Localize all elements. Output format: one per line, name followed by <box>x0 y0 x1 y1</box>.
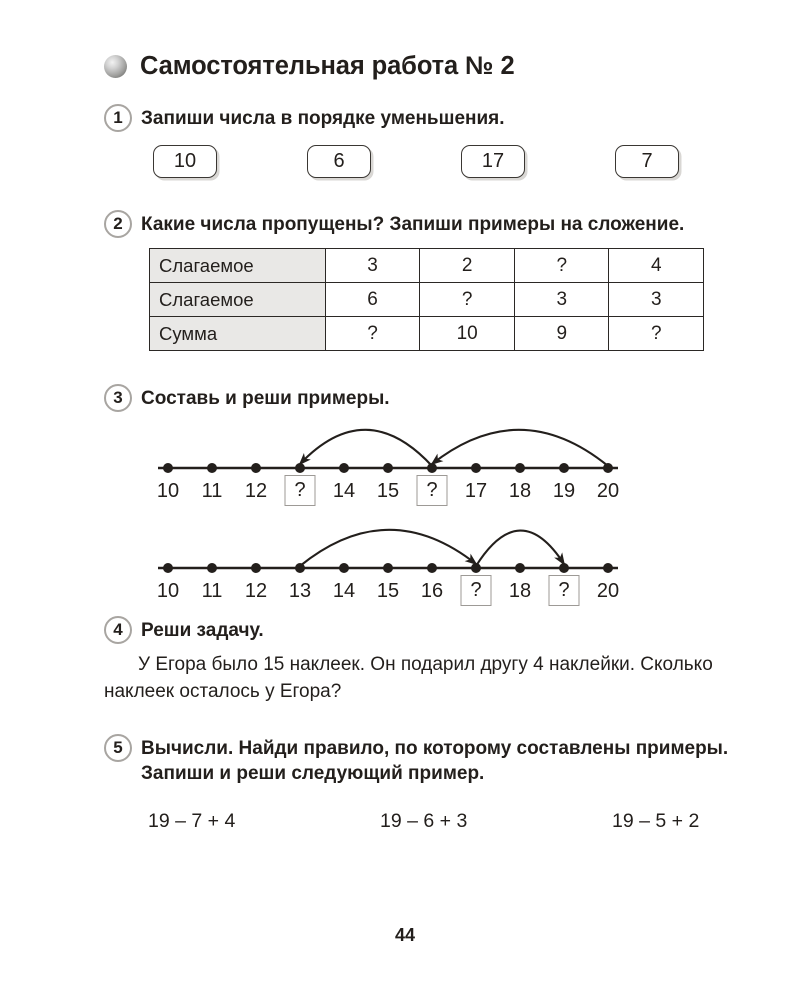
number-line-label: 13 <box>288 580 312 602</box>
number-box[interactable]: 7 <box>615 145 679 178</box>
page-number: 44 <box>394 925 416 945</box>
expression-group <box>148 810 748 840</box>
number-line-dot <box>339 463 349 473</box>
expression: 19 – 6 + 3 <box>380 810 468 832</box>
table-cell[interactable]: 2 <box>420 249 515 283</box>
table-row-label: Сумма <box>150 317 326 351</box>
task-4-title: Реши задачу. <box>141 620 264 641</box>
number-line-label: 16 <box>420 580 444 602</box>
jump-arc <box>476 531 564 566</box>
number-line-dot <box>251 463 261 473</box>
number-box-group <box>153 145 783 185</box>
number-line-dot <box>603 463 613 473</box>
number-line-label: 14 <box>332 580 356 602</box>
number-box[interactable]: 17 <box>461 145 525 178</box>
table-cell[interactable]: ? <box>515 249 609 283</box>
number-line-dot <box>163 463 173 473</box>
number-line-dot <box>427 463 437 473</box>
number-line-dot <box>207 563 217 573</box>
missing-value-box[interactable]: ? <box>285 475 316 506</box>
number-line-label: 20 <box>596 480 620 502</box>
number-line-dot <box>383 563 393 573</box>
task-5-title: Вычисли. Найди правило, по которому составлены примеры. Запиши и реши следующий пример. <box>141 738 729 785</box>
number-line-2 <box>104 520 724 625</box>
jump-arc <box>300 430 432 466</box>
table-cell[interactable]: 3 <box>325 249 419 283</box>
page-title-text: Самостоятельная работа № 2 <box>140 52 515 80</box>
number-line-label: 20 <box>596 580 620 602</box>
table-cell[interactable]: 9 <box>515 317 609 351</box>
number-line-dot <box>251 563 261 573</box>
number-line-dot <box>559 563 569 573</box>
number-line-label: 10 <box>156 580 180 602</box>
number-line-dot <box>163 563 173 573</box>
task-number-badge-4: 4 <box>104 616 132 644</box>
number-line-label: 18 <box>508 580 532 602</box>
table-row <box>150 317 704 351</box>
number-line-label: 15 <box>376 580 400 602</box>
number-line-dot <box>515 463 525 473</box>
number-line-dot <box>427 563 437 573</box>
sphere-bullet-icon <box>104 55 127 78</box>
expression: 19 – 5 + 2 <box>612 810 700 832</box>
missing-value-box[interactable]: ? <box>417 475 448 506</box>
number-line-label: 11 <box>201 480 223 502</box>
expression: 19 – 7 + 4 <box>148 810 236 832</box>
number-line-dot <box>207 463 217 473</box>
number-line-dot <box>471 563 481 573</box>
table-cell[interactable]: ? <box>420 283 515 317</box>
number-line-dot <box>295 563 305 573</box>
table-row-label: Слагаемое <box>150 283 326 317</box>
task-5 <box>104 734 731 832</box>
task-number-badge-3: 3 <box>104 384 132 412</box>
number-line-label: 14 <box>332 480 356 502</box>
number-line-label: 12 <box>244 580 268 602</box>
table-cell[interactable]: 4 <box>609 249 704 283</box>
task-1-title: Запиши числа в порядке уменьшения. <box>141 108 505 129</box>
table-cell[interactable]: ? <box>325 317 419 351</box>
missing-value-box[interactable]: ? <box>549 575 580 606</box>
task-1-heading <box>104 104 505 132</box>
task-5-heading <box>104 734 731 786</box>
number-line-label: 17 <box>464 480 488 502</box>
table-cell[interactable]: 3 <box>515 283 609 317</box>
table-cell[interactable]: ? <box>609 317 704 351</box>
table-row <box>150 249 704 283</box>
number-line-dot <box>471 463 481 473</box>
table-row-label: Слагаемое <box>150 249 326 283</box>
task-number-badge-1: 1 <box>104 104 132 132</box>
number-line-label: 15 <box>376 480 400 502</box>
jump-arc <box>300 530 476 566</box>
number-line-1 <box>104 420 724 525</box>
number-line-label: 11 <box>201 580 223 602</box>
number-line-label: 10 <box>156 480 180 502</box>
task-number-badge-2: 2 <box>104 210 132 238</box>
task-2-title: Какие числа пропущены? Запиши примеры на сложение. <box>141 214 685 235</box>
number-line-dot <box>383 463 393 473</box>
task-2-heading <box>104 210 684 238</box>
number-box[interactable]: 10 <box>153 145 217 178</box>
task-4-heading <box>104 616 264 644</box>
number-line-dot <box>339 563 349 573</box>
number-line-labels <box>104 576 724 610</box>
addition-table <box>149 248 704 351</box>
task-2 <box>104 210 685 344</box>
task-3-heading <box>104 384 390 412</box>
task-3-title: Составь и реши примеры. <box>141 388 390 409</box>
table-row <box>150 283 704 317</box>
task-4 <box>104 616 713 702</box>
task-number-badge-5: 5 <box>104 734 132 762</box>
missing-value-box[interactable]: ? <box>461 575 492 606</box>
number-line-label: 18 <box>508 480 532 502</box>
task-3 <box>104 384 620 602</box>
number-line-dot <box>559 463 569 473</box>
page-title <box>104 52 515 81</box>
table-cell[interactable]: 10 <box>420 317 515 351</box>
task-4-problem-text: У Егора было 15 наклеек. Он подарил другу 4 наклейки. Сколько наклеек осталось у Егора? <box>104 654 713 702</box>
number-line-dot <box>515 563 525 573</box>
number-line-dot <box>295 463 305 473</box>
table-cell[interactable]: 3 <box>609 283 704 317</box>
table-cell[interactable]: 6 <box>325 283 419 317</box>
number-line-label: 19 <box>552 480 576 502</box>
jump-arc <box>432 430 608 466</box>
number-line-labels <box>104 476 724 510</box>
number-line-label: 12 <box>244 480 268 502</box>
number-line-dot <box>603 563 613 573</box>
number-box[interactable]: 6 <box>307 145 371 178</box>
task-1 <box>104 104 653 172</box>
